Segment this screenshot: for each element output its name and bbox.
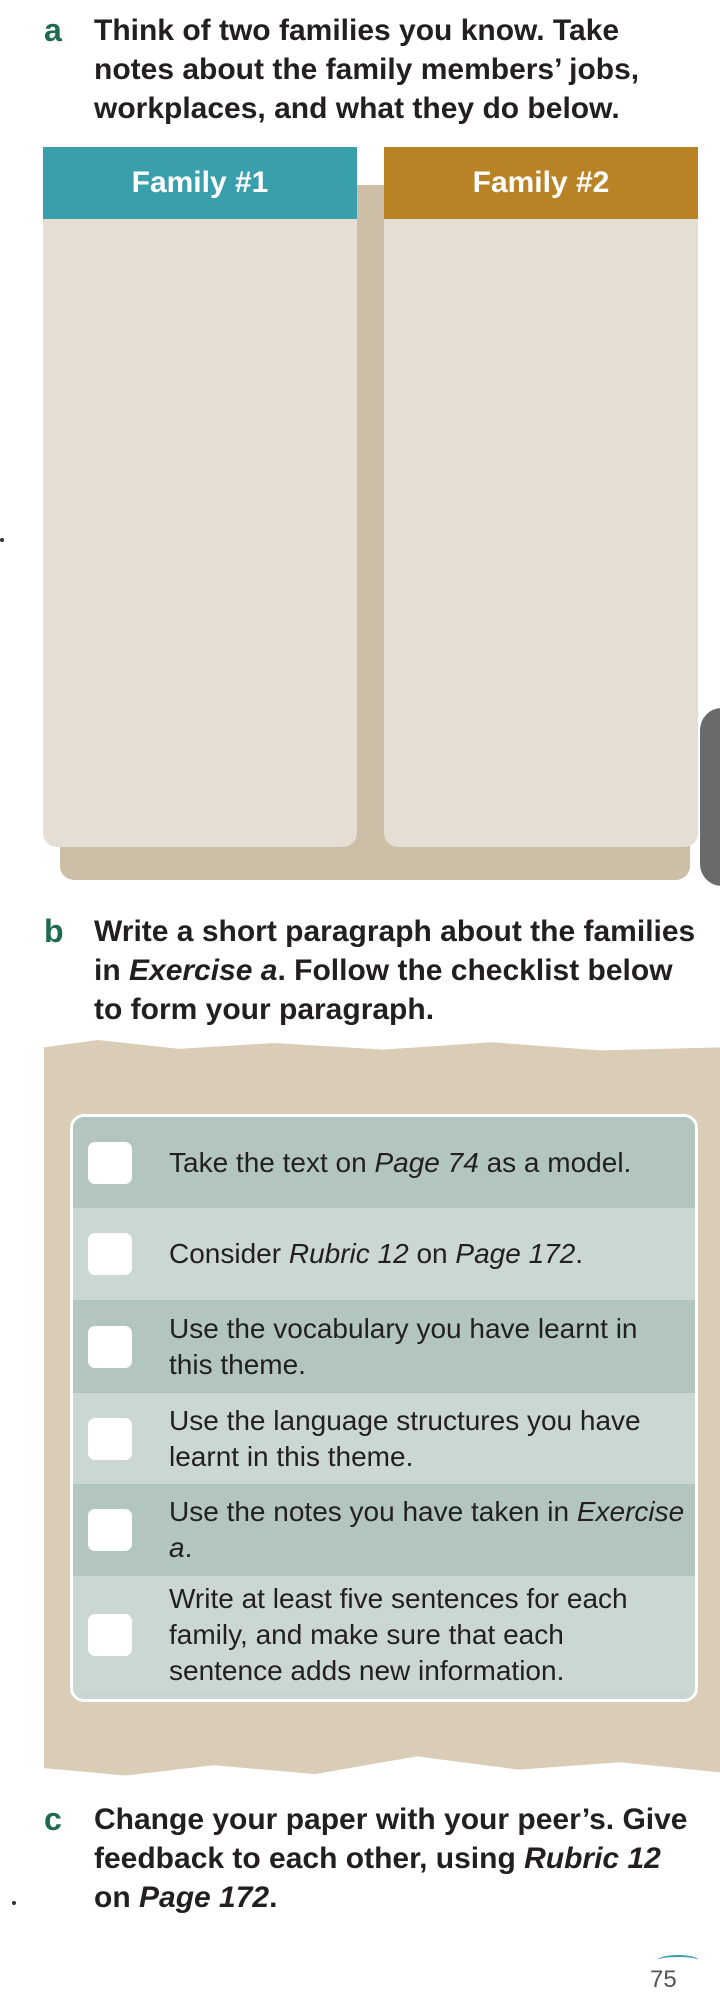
checklist-item	[73, 1117, 695, 1208]
checklist-item-text: Write at least five sentences for each family, and make sure that each sentence adds new information.	[169, 1582, 628, 1686]
margin-mark	[0, 538, 4, 542]
exercise-a	[44, 11, 704, 128]
checkbox[interactable]	[88, 1418, 132, 1460]
checkbox[interactable]	[88, 1509, 132, 1551]
checklist-item-text: Use the vocabulary you have learnt in this theme.	[169, 1312, 638, 1380]
checklist-item	[73, 1393, 695, 1484]
checklist-item-text: Consider Rubric 12 on Page 172.	[169, 1238, 584, 1269]
checklist-item-text: Use the notes you have taken in Exercise a.	[169, 1496, 685, 1563]
checklist-item	[73, 1208, 695, 1300]
page-corner-swoosh	[658, 1955, 698, 1965]
checklist-item	[73, 1484, 695, 1576]
margin-mark	[12, 1901, 16, 1905]
exercise-c	[44, 1800, 704, 1917]
checklist-item-text: Use the language structures you have learnt in this theme.	[169, 1404, 641, 1472]
checklist	[70, 1114, 698, 1702]
checklist-item-text: Take the text on Page 74 as a model.	[169, 1146, 632, 1178]
family-1-heading: Family #1	[43, 147, 357, 219]
checklist-item	[73, 1576, 695, 1693]
page-side-tab	[700, 708, 720, 886]
exercise-c-letter: c	[44, 1801, 62, 1837]
exercise-b-letter: b	[44, 913, 64, 949]
family-2-column[interactable]	[384, 147, 698, 847]
checkbox[interactable]	[88, 1614, 132, 1656]
checklist-item	[73, 1300, 695, 1393]
exercise-c-instructions: Change your paper with your peer’s. Give feedback to each other, using Rubric 12 on Page 172.	[94, 1803, 688, 1914]
exercise-a-instructions: Think of two families you know. Take notes about the family members’ jobs, workplaces, and what they do below.	[94, 14, 640, 125]
page-number: 75	[650, 1966, 677, 1993]
checkbox[interactable]	[88, 1233, 132, 1275]
exercise-a-letter: a	[44, 12, 62, 48]
family-2-heading: Family #2	[384, 147, 698, 219]
checkbox[interactable]	[88, 1326, 132, 1368]
exercise-b-instructions: Write a short paragraph about the families in Exercise a. Follow the checklist below to form your paragraph.	[94, 915, 696, 1026]
family-1-column[interactable]	[43, 147, 357, 847]
checkbox[interactable]	[88, 1142, 132, 1184]
exercise-b	[44, 912, 704, 1029]
